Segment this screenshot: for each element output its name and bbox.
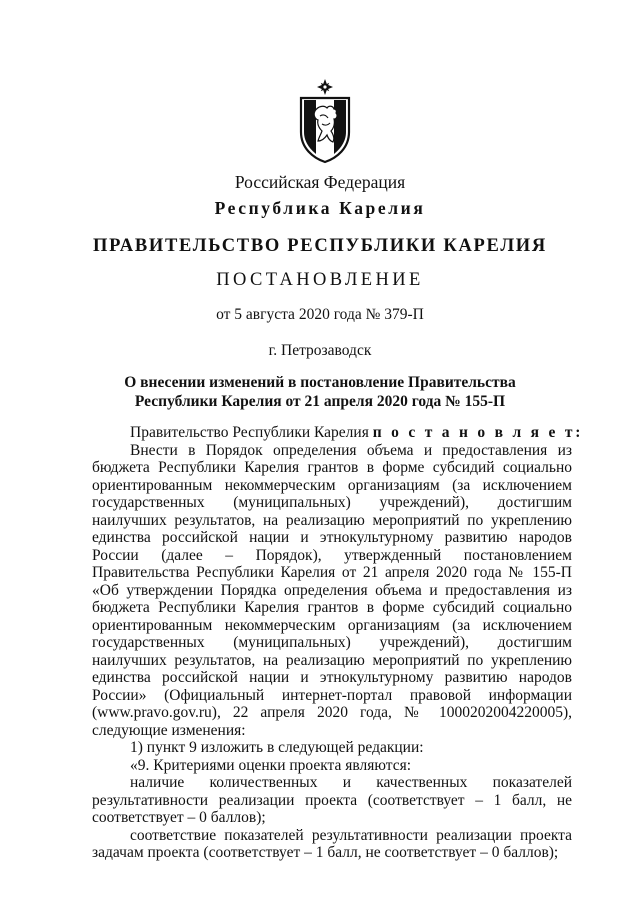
paragraph-criteria-intro: «9. Критериями оценки проекта являются: xyxy=(130,756,412,774)
preamble-verb: п о с т а н о в л я е т: xyxy=(372,424,584,441)
country-name: Российская Федерация xyxy=(234,172,406,192)
subject-line-2: Республики Карелия от 21 апреля 2020 года № 155-П xyxy=(134,393,506,410)
document-date-number: от 5 августа 2020 года № 379-П xyxy=(216,306,424,323)
document-type: ПОСТАНОВЛЕНИЕ xyxy=(216,270,424,290)
paragraph-criterion-2: соответствие показателей результативности реализации проекта задачам проекта (соответствует – 1 балл, не соответствует – 0 баллов); xyxy=(92,826,572,861)
subject-line-1: О внесении изменений в постановление Правительства xyxy=(124,374,516,391)
paragraph-item-1: 1) пункт 9 изложить в следующей редакции: xyxy=(130,739,424,756)
document-subject xyxy=(0,373,640,411)
preamble-subject: Правительство Республики Карелия xyxy=(130,424,373,441)
karelia-coat-of-arms-icon xyxy=(298,78,352,164)
government-title: ПРАВИТЕЛЬСТВО РЕСПУБЛИКИ КАРЕЛИЯ xyxy=(93,236,547,256)
republic-name: Республика Карелия xyxy=(214,198,426,218)
document-body xyxy=(92,424,584,862)
paragraph-main-amendment: Внести в Порядок определения объема и предоставления из бюджета Республики Карелия грантов в форме субсидий социально ориентированным некоммерческим организациям (за исключением государственных (муниципальных) учреждений), достигшим наилучших результатов, на реализацию мероприятий по укреплению единства российской нации и этнокультурному развитию народов России (далее – Порядок), утвержденный постановлением Правительства Республики Карелия от 21 апреля 2020 года № 155-П «Об утверждении Порядка определения объема и предоставления из бюджета Республики Карелия грантов в форме субсидий социально ориентированным некоммерческим организациям (за исключением государственных (муниципальных) учреждений), достигшим наилучших результатов, на реализацию мероприятий по укреплению единства российской нации и этнокультурному развитию народов России» (Официальный интернет-портал правовой информации (www.pravo.gov.ru), 22 апреля 2020 года, № 1000202004220005), следующие изменения: xyxy=(92,441,572,739)
document-city: г. Петрозаводск xyxy=(268,342,372,359)
paragraph-criterion-1: наличие количественных и качественных показателей результативности реализации проекта (соответствует – 1 балл, не соответствует – 0 баллов); xyxy=(92,774,572,826)
preamble xyxy=(92,424,584,442)
